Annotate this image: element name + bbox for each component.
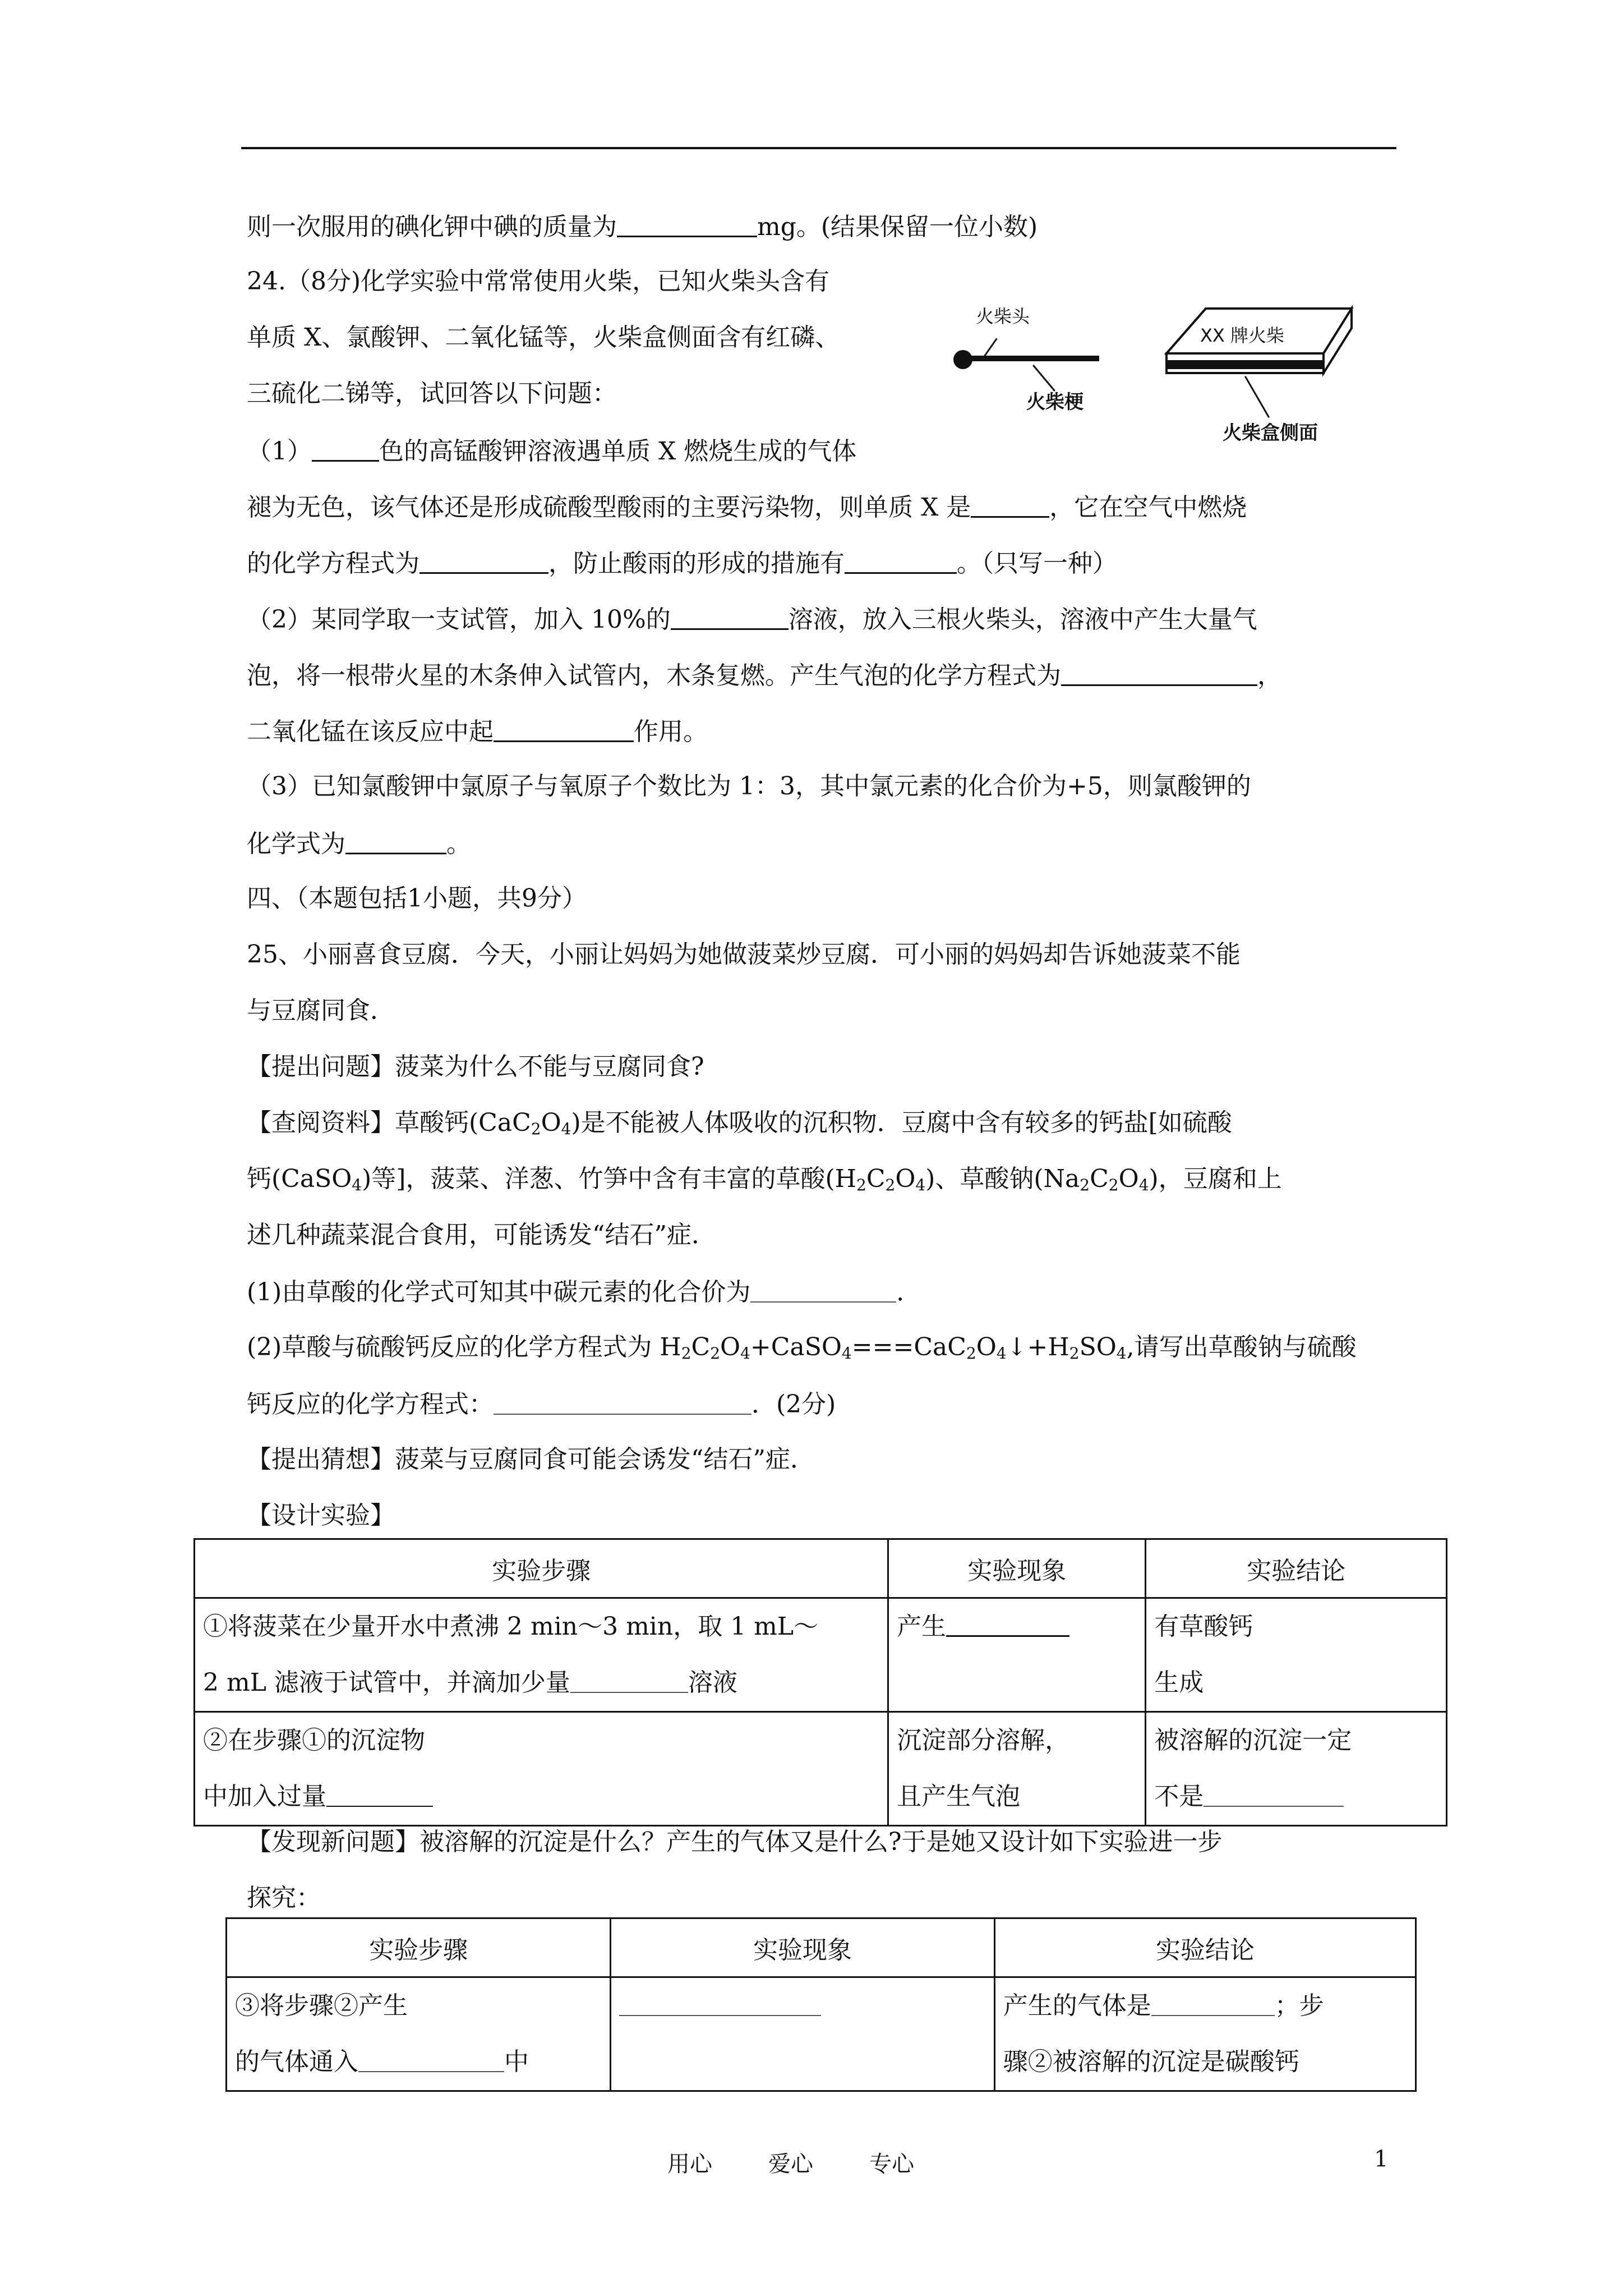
footer-motto-1: 用心 <box>667 2151 712 2177</box>
matchbox-striker <box>1168 360 1322 369</box>
answer-blank[interactable] <box>946 1613 1069 1637</box>
q25-sub2-line1: (2)草酸与硫酸钙反应的化学方程式为 $H_2C_2O_4+CaSO_4===CaC_2O_4↓+H_2SO_4$,请写出草酸钠与硫酸 <box>247 1333 1357 1363</box>
answer-blank[interactable] <box>358 2049 504 2072</box>
match-stick-pointer <box>1032 365 1055 392</box>
matchbox-side-label: 火柴盒侧面 <box>1223 422 1318 444</box>
q24-part1-line1: （1） 色的高锰酸钾溶液遇单质 X 燃烧生成的气体 <box>247 437 857 466</box>
q25-sub2-line2: 钙反应的化学方程式： ．(2分) <box>247 1390 836 1419</box>
table-row <box>227 1977 1416 2091</box>
page-number: 1 <box>1374 2146 1389 2172</box>
table-header-row <box>227 1918 1416 1977</box>
answer-blank[interactable] <box>971 494 1049 518</box>
new-question-line1: 【发现新问题】被溶解的沉淀是什么？产生的气体又是什么?于是她又设计如下实验进一步 <box>247 1828 1223 1856</box>
header-conclusion: 实验结论 <box>994 1918 1415 1977</box>
q24-part3-line2: 化学式为 。 <box>247 830 471 858</box>
answer-blank[interactable] <box>619 1993 821 2016</box>
answer-blank[interactable] <box>671 606 789 630</box>
q24-part1-line3: 的化学方程式为 ，防止酸雨的形成的措施有 。（只写一种） <box>247 549 1117 578</box>
footer-motto-2: 爱心 <box>768 2151 813 2177</box>
header-phenomena: 实验现象 <box>888 1539 1146 1598</box>
step-cell: ③将步骤②产生 的气体通入 中 <box>227 1977 611 2091</box>
table-row <box>195 1598 1447 1712</box>
match-head-label: 火柴头 <box>976 306 1030 327</box>
answer-blank[interactable] <box>617 213 757 237</box>
conclusion-cell: 被溶解的沉淀一定 不是 <box>1146 1712 1447 1826</box>
header-steps: 实验步骤 <box>227 1918 611 1977</box>
match-head-pointer <box>984 338 997 357</box>
answer-blank[interactable] <box>1204 1783 1344 1807</box>
answer-blank[interactable] <box>494 718 634 742</box>
q25-line-1: 25、小丽喜食豆腐．今天，小丽让妈妈为她做菠菜炒豆腐．可小丽的妈妈却告诉她菠菜不能 <box>247 940 1241 969</box>
q24-part1-line2: 褪为无色，该气体还是形成硫酸型酸雨的主要污染物，则单质 X 是 ，它在空气中燃烧 <box>247 493 1247 522</box>
step-cell: ①将菠菜在少量开水中煮沸 2 min～3 min，取 1 mL～ 2 mL 滤液于试管中，并滴加少量 溶液 <box>195 1598 888 1712</box>
q25-reference-line1: 【查阅资料】草酸钙$(CaC_2O_4)$是不能被人体吸收的沉积物．豆腐中含有较多的钙盐[如硫酸 <box>247 1108 1232 1138</box>
answer-blank[interactable] <box>1151 1993 1275 2016</box>
answer-blank[interactable] <box>1061 662 1257 686</box>
conclusion-cell: 有草酸钙 生成 <box>1146 1598 1447 1712</box>
answer-blank[interactable] <box>494 1391 751 1415</box>
q25-design-label: 【设计实验】 <box>247 1501 395 1530</box>
q24-part2-line2: 泡，将一根带火星的木条伸入试管内，木条复燃。产生气泡的化学方程式为 ， <box>247 661 1282 690</box>
new-question-line2: 探究： <box>247 1884 321 1912</box>
carryover-line: 则一次服用的碘化钾中碘的质量为 mg。(结果保留一位小数) <box>247 213 1038 241</box>
header-steps: 实验步骤 <box>195 1539 888 1598</box>
q24-part2-line1: （2）某同学取一支试管，加入 10%的 溶液，放入三根火柴头，溶液中产生大量气 <box>247 605 1257 634</box>
experiment-table-1 <box>193 1538 1447 1826</box>
conclusion-cell: 产生的气体是 ；步 骤②被溶解的沉淀是碳酸钙 <box>994 1977 1415 2091</box>
q24-intro-line-2: 单质 X、氯酸钾、二氧化锰等，火柴盒侧面含有红磷、 <box>247 323 840 352</box>
phenomena-cell <box>611 1977 994 2091</box>
q25-reference-line3: 述几种蔬菜混合食用，可能诱发“结石”症． <box>247 1221 716 1249</box>
header-phenomena: 实验现象 <box>611 1918 994 1977</box>
header-conclusion: 实验结论 <box>1146 1539 1447 1598</box>
answer-blank[interactable] <box>345 830 446 854</box>
step-cell: ②在步骤①的沉淀物 中加入过量 <box>195 1712 888 1826</box>
q25-reference-line2: 钙(CaSO$_4$)等]，菠菜、洋葱、竹笋中含有丰富的草酸$(H_2C_2O_4)$、草酸钠$(Na_2C_2O_4)$，豆腐和上 <box>247 1165 1282 1194</box>
q24-intro-line-1: 24.（8分)化学实验中常常使用火柴，已知火柴头含有 <box>247 267 830 296</box>
section-heading: 四、（本题包括1小题，共9分） <box>247 884 587 913</box>
experiment-table-2 <box>225 1917 1417 2092</box>
matchbox-figure <box>1155 292 1368 404</box>
answer-blank[interactable] <box>419 550 548 574</box>
q24-part3-line1: （3）已知氯酸钾中氯原子与氧原子个数比为 1：3，其中氯元素的化合价为+5，则氯酸钾的 <box>247 772 1251 800</box>
answer-blank[interactable] <box>326 1783 433 1807</box>
footer-motto-3: 专心 <box>869 2151 914 2177</box>
q24-part2-line3: 二氧化锰在该反应中起 作用。 <box>247 717 708 746</box>
answer-blank[interactable] <box>750 1279 896 1303</box>
q25-hypothesis: 【提出猜想】菠菜与豆腐同食可能会诱发“结石”症． <box>247 1445 815 1474</box>
table-row <box>195 1712 1447 1826</box>
q25-sub1: (1)由草酸的化学式可知其中碳元素的化合价为 ． <box>247 1278 921 1306</box>
answer-blank[interactable] <box>845 550 957 574</box>
header-rule <box>241 147 1396 149</box>
matchbox-brand-label: XX 牌火柴 <box>1200 325 1285 346</box>
answer-blank[interactable] <box>312 438 379 462</box>
match-stick-label: 火柴梗 <box>1026 391 1083 413</box>
phenomena-cell: 产生 <box>888 1598 1146 1712</box>
q25-raise-question: 【提出问题】菠菜为什么不能与豆腐同食? <box>247 1052 704 1081</box>
q24-intro-line-3: 三硫化二锑等，试回答以下问题： <box>247 379 617 408</box>
answer-blank[interactable] <box>570 1669 688 1693</box>
table-header-row <box>195 1539 1447 1598</box>
phenomena-cell: 沉淀部分溶解， 且产生气泡 <box>888 1712 1146 1826</box>
q25-line-2: 与豆腐同食． <box>247 996 395 1025</box>
